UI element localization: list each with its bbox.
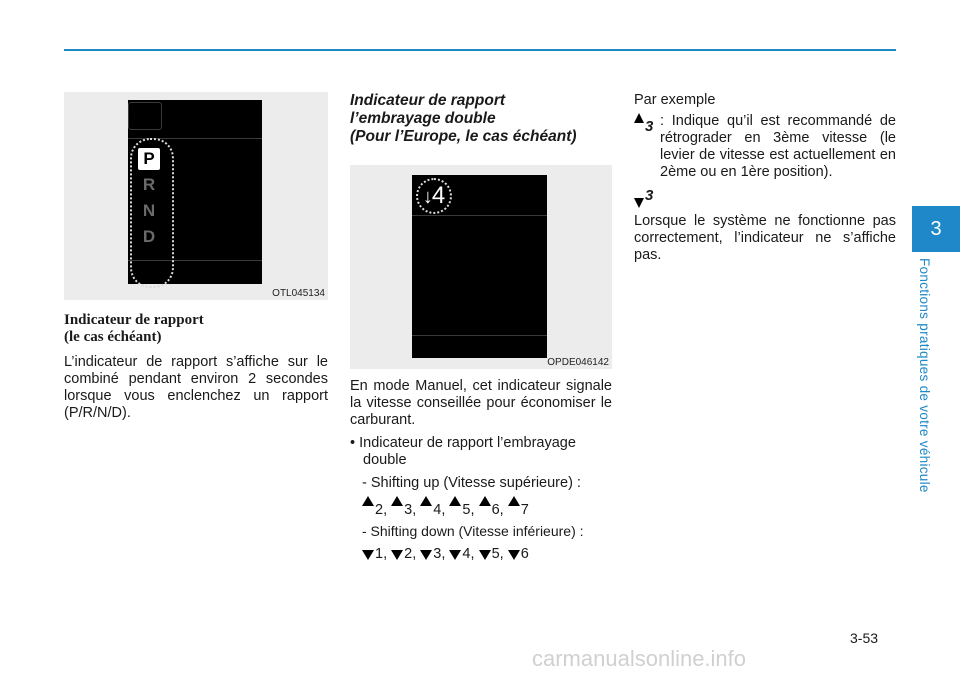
gear-number: 3: [404, 502, 413, 518]
display-segment: [128, 102, 162, 130]
down-triangle-icon: [391, 550, 403, 560]
gear-number: 3: [645, 118, 654, 135]
gear-number: 4: [462, 546, 471, 562]
body-paragraph: L’indicateur de rapport s’affiche sur le combiné pendant environ 2 secondes lorsque vous enclenchez un rapport (P/R/N/D).: [64, 354, 328, 421]
example-upshift: [634, 113, 896, 181]
watermark: carmanualsonline.info: [532, 646, 747, 671]
cluster-display: [412, 175, 547, 358]
gear-number: 3: [433, 546, 442, 562]
dct-indicator-figure: [350, 165, 612, 369]
chapter-title-text: Fonctions pratiques de votre véhicule: [917, 258, 932, 493]
left-column: [64, 92, 328, 428]
heading-line: l’embrayage double: [350, 110, 496, 127]
indicator-gear: 4: [431, 182, 446, 209]
down-triangle-icon: [449, 550, 461, 560]
heading-line: (Pour l’Europe, le cas échéant): [350, 128, 577, 145]
down-triangle-icon: [479, 550, 491, 560]
chapter-tab: 3: [912, 206, 960, 252]
gear-number: 2: [375, 502, 384, 518]
up-triangle-icon: [420, 496, 432, 506]
display-divider: [412, 215, 547, 216]
example-text: : Indique qu’il est recommandé de rétrograder en 3ème vitesse (le levier de vitesse est actuellement en 2ème ou en 1ère position).: [660, 113, 896, 180]
upshift-label: - Shifting up (Vitesse supérieure) :: [362, 475, 581, 491]
down-triangle-icon: [420, 550, 432, 560]
figure-code: OPDE046142: [547, 357, 609, 368]
list-item: • Indicateur de rapport l’embrayage double: [350, 435, 576, 468]
shift-indicator: [416, 178, 452, 214]
page-number: 3-53: [850, 630, 879, 646]
gear-number: 3: [645, 187, 654, 204]
gear-number: 4: [433, 502, 442, 518]
section-caption: [64, 312, 328, 346]
display-divider: [412, 335, 547, 336]
caption-line: (le cas échéant): [64, 329, 162, 345]
section-heading: [350, 92, 612, 146]
upshift-sequence: 2, 3, 4, 5, 6, 7: [350, 496, 612, 520]
gear-position-figure: [64, 92, 328, 300]
gear-number: 5: [462, 502, 471, 518]
gear-number: 1: [375, 546, 384, 562]
gear-number: 7: [520, 502, 529, 518]
chapter-title: [917, 248, 944, 508]
gear-r: R: [142, 175, 156, 194]
downshift-sequence: 1, 2, 3, 4, 5, 6: [350, 544, 612, 564]
down-arrow-icon: ↓: [422, 186, 433, 208]
downshift-label: - Shifting down (Vitesse inférieure) :: [362, 523, 584, 539]
gear-number: 5: [491, 546, 500, 562]
caption-line: Indicateur de rapport: [64, 312, 204, 328]
top-rule: [64, 49, 896, 51]
body-paragraph: En mode Manuel, cet indicateur signale la vitesse conseillée pour économiser le carburant.: [350, 378, 612, 428]
heading-line: Indicateur de rapport: [350, 92, 506, 109]
up-triangle-icon: [362, 496, 374, 506]
gear-number: 2: [404, 546, 413, 562]
gear-d: D: [142, 227, 156, 246]
gear-p: P: [138, 148, 160, 170]
right-column: [634, 92, 896, 270]
body-paragraph: Lorsque le système ne fonctionne pas correctement, l’indicateur ne s’affiche pas.: [634, 213, 896, 263]
figure-code: OTL045134: [272, 288, 325, 299]
example-title: Par exemple: [634, 92, 716, 108]
up-triangle-icon: [479, 496, 491, 506]
example-downshift: [634, 187, 896, 207]
cluster-display: [128, 100, 262, 284]
gear-n: N: [142, 201, 156, 220]
down-triangle-icon: [362, 550, 374, 560]
up-triangle-icon: [508, 496, 520, 506]
down-triangle-icon: [508, 550, 520, 560]
up-triangle-icon: [391, 496, 403, 506]
up-triangle-icon: [449, 496, 461, 506]
down-triangle-icon: [634, 198, 644, 208]
up-triangle-icon: [634, 113, 644, 123]
middle-column: [350, 92, 612, 567]
gear-number: 6: [491, 502, 500, 518]
gear-number: 6: [520, 546, 529, 562]
bullet-text: Indicateur de rapport l’embrayage double: [359, 435, 576, 468]
example-symbol: [634, 113, 653, 135]
